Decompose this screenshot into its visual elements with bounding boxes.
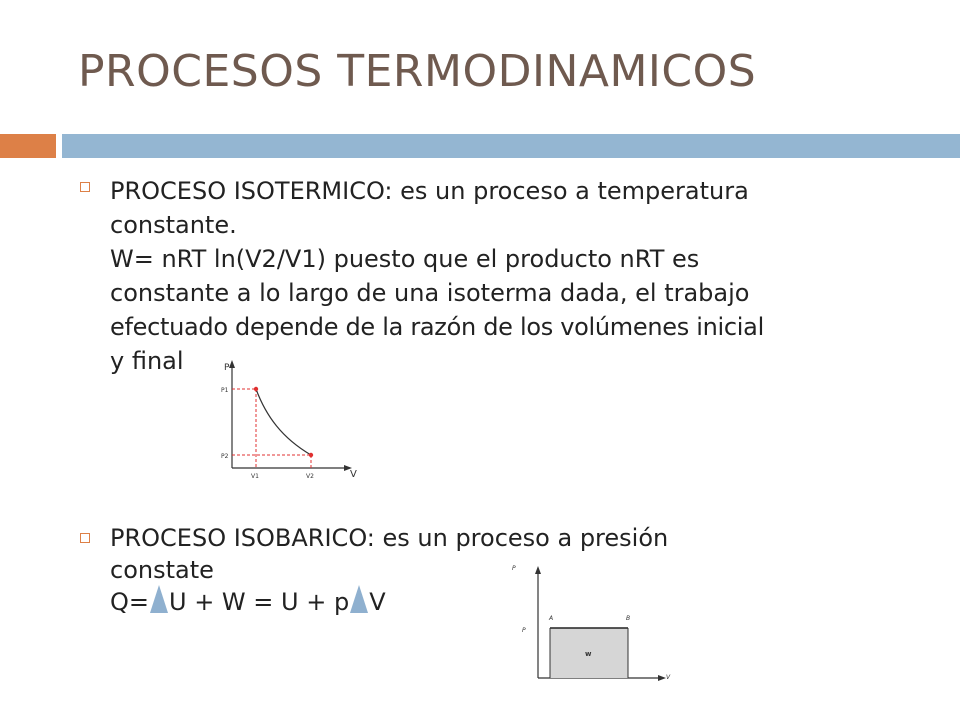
p-axis-label: P [512, 565, 516, 572]
isobaric-pv-graph [510, 560, 680, 688]
delta-triangle-icon [350, 585, 368, 613]
v2-label: V2 [306, 473, 314, 480]
accent-bar-orange [0, 134, 56, 158]
formula-volume: V [369, 588, 386, 616]
isobaric-line: constate [110, 556, 214, 584]
work-label: w [585, 650, 592, 658]
v-axis-label: V [666, 674, 671, 681]
isothermal-line: W= nRT ln(V2/V1) puesto que el producto nRT es [110, 245, 700, 273]
formula-energy: U + W = U + p [169, 588, 350, 616]
p-axis-arrow-icon [229, 360, 235, 368]
v-axis-arrow-icon [658, 675, 666, 681]
bullet-square-icon [80, 533, 90, 543]
isothermal-pv-graph [210, 356, 370, 486]
isothermal-line: PROCESO ISOTERMICO: es un proceso a temperatura [110, 177, 749, 205]
delta-triangle-icon [150, 585, 168, 613]
isothermal-paragraph [110, 174, 920, 378]
accent-bar-blue [62, 134, 960, 158]
v1-label: V1 [251, 473, 259, 480]
point-b-label: B [626, 615, 631, 622]
p-axis-arrow-icon [535, 566, 541, 574]
slide-title: PROCESOS TERMODINAMICOS [78, 46, 757, 97]
v-axis-label: V [350, 469, 357, 480]
state-point-2 [309, 453, 313, 457]
formula-q: Q= [110, 588, 149, 616]
p-axis-label: P [224, 363, 230, 373]
pressure-level-label: P [522, 627, 526, 634]
p2-label: P2 [221, 453, 229, 460]
isothermal-line: constante. [110, 211, 237, 239]
p1-label: P1 [221, 387, 229, 394]
bullet-square-icon [80, 182, 90, 192]
isothermal-line: y final [110, 347, 184, 375]
state-point-1 [254, 387, 258, 391]
isothermal-line: efectuado depende de la razón de los volúmenes inicial [110, 313, 764, 341]
isobaric-line: PROCESO ISOBARICO: es un proceso a presión [110, 524, 669, 552]
isotherm-curve [256, 389, 311, 455]
isothermal-line: constante a lo largo de una isoterma dada, el trabajo [110, 279, 750, 307]
point-a-label: A [549, 615, 554, 622]
